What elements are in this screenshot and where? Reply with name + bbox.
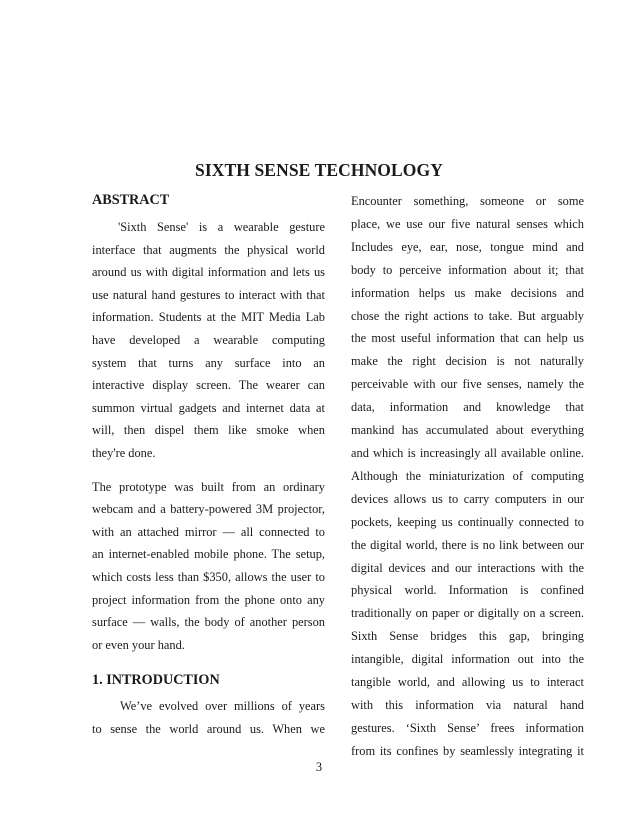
text-line: pockets, keeping us continually connected to xyxy=(351,514,584,529)
page-title: SIXTH SENSE TECHNOLOGY xyxy=(195,160,443,180)
text-line: physical world. Information is confined xyxy=(351,583,584,598)
text-line: body to perceive information about it; that xyxy=(351,262,584,277)
text-line: with an attached mirror — all connected to xyxy=(92,524,325,539)
text-line: an internet-enabled mobile phone. The setup, xyxy=(92,547,325,562)
text-line: chose the right actions to take. But arguably xyxy=(351,308,584,323)
text-line: make the right decision is not naturally xyxy=(351,354,584,369)
right-column xyxy=(351,190,584,763)
text-line: webcam and a battery-powered 3M projector, xyxy=(92,502,325,517)
page-number: 3 xyxy=(315,760,323,774)
abstract-paragraph-1 xyxy=(92,216,325,465)
left-column xyxy=(92,192,325,741)
text-line: Sixth Sense bridges this gap, bringing xyxy=(351,629,584,644)
introduction-paragraph-continued xyxy=(351,190,584,763)
text-line: We’ve evolved over millions of years xyxy=(120,699,325,714)
introduction-paragraph-start xyxy=(92,695,325,741)
text-line: information helps us make decisions and xyxy=(351,285,584,300)
text-line: interactive display screen. The wearer can xyxy=(92,378,325,393)
text-line: with this information via natural hand xyxy=(351,697,584,712)
abstract-paragraph-2 xyxy=(92,476,325,657)
text-line: tangible world, and allowing us to interact xyxy=(351,675,584,690)
text-line: traditionally on paper or digitally on a screen. xyxy=(351,606,584,621)
text-line: mankind has accumulated about everything xyxy=(351,423,584,438)
text-line: they're done. xyxy=(92,445,156,460)
text-line: data, information and knowledge that xyxy=(351,400,584,415)
text-line: interface that augments the physical world xyxy=(92,242,325,257)
text-line: from its confines by seamlessly integrating it xyxy=(351,743,584,758)
text-line: have developed a wearable computing xyxy=(92,332,325,347)
text-line: place, we use our five natural senses which xyxy=(351,216,584,231)
text-line: will, then dispel them like smoke when xyxy=(92,423,325,438)
text-line: information. Students at the MIT Media Lab xyxy=(92,310,325,325)
text-line: summon virtual gadgets and internet data at xyxy=(92,400,325,415)
introduction-heading: 1. INTRODUCTION xyxy=(92,672,220,689)
text-line: digital devices and our interactions with the xyxy=(351,560,584,575)
text-line: perceivable with our five senses, namely the xyxy=(351,377,584,392)
text-line: Although the miniaturization of computing xyxy=(351,468,584,483)
abstract-heading: ABSTRACT xyxy=(92,192,170,208)
text-line: system that turns any surface into an xyxy=(92,355,325,370)
text-line: the most useful information that can help us xyxy=(351,331,584,346)
text-line: which costs less than $350, allows the user to xyxy=(92,569,325,584)
text-line: Includes eye, ear, nose, tongue mind and xyxy=(351,239,584,254)
text-line: the digital world, there is no link between our xyxy=(351,537,584,552)
text-line: 'Sixth Sense' is a wearable gesture xyxy=(118,220,325,234)
text-line: gestures. ‘Sixth Sense’ frees information xyxy=(351,720,584,735)
text-line: The prototype was built from an ordinary xyxy=(92,479,325,494)
text-line: intangible, digital information out into the xyxy=(351,652,584,667)
text-line: and which is increasingly all available online. xyxy=(351,445,584,460)
text-line: around us with digital information and lets us xyxy=(92,265,325,280)
text-line: project information from the phone onto any xyxy=(92,592,325,607)
text-line: or even your hand. xyxy=(92,637,185,652)
text-line: to sense the world around us. When we xyxy=(92,722,325,737)
text-line: use natural hand gestures to interact with that xyxy=(92,287,325,302)
text-line: Encounter something, someone or some xyxy=(351,194,584,208)
text-line: devices allows us to carry computers in our xyxy=(351,491,584,506)
text-line: surface — walls, the body of another person xyxy=(92,615,325,630)
